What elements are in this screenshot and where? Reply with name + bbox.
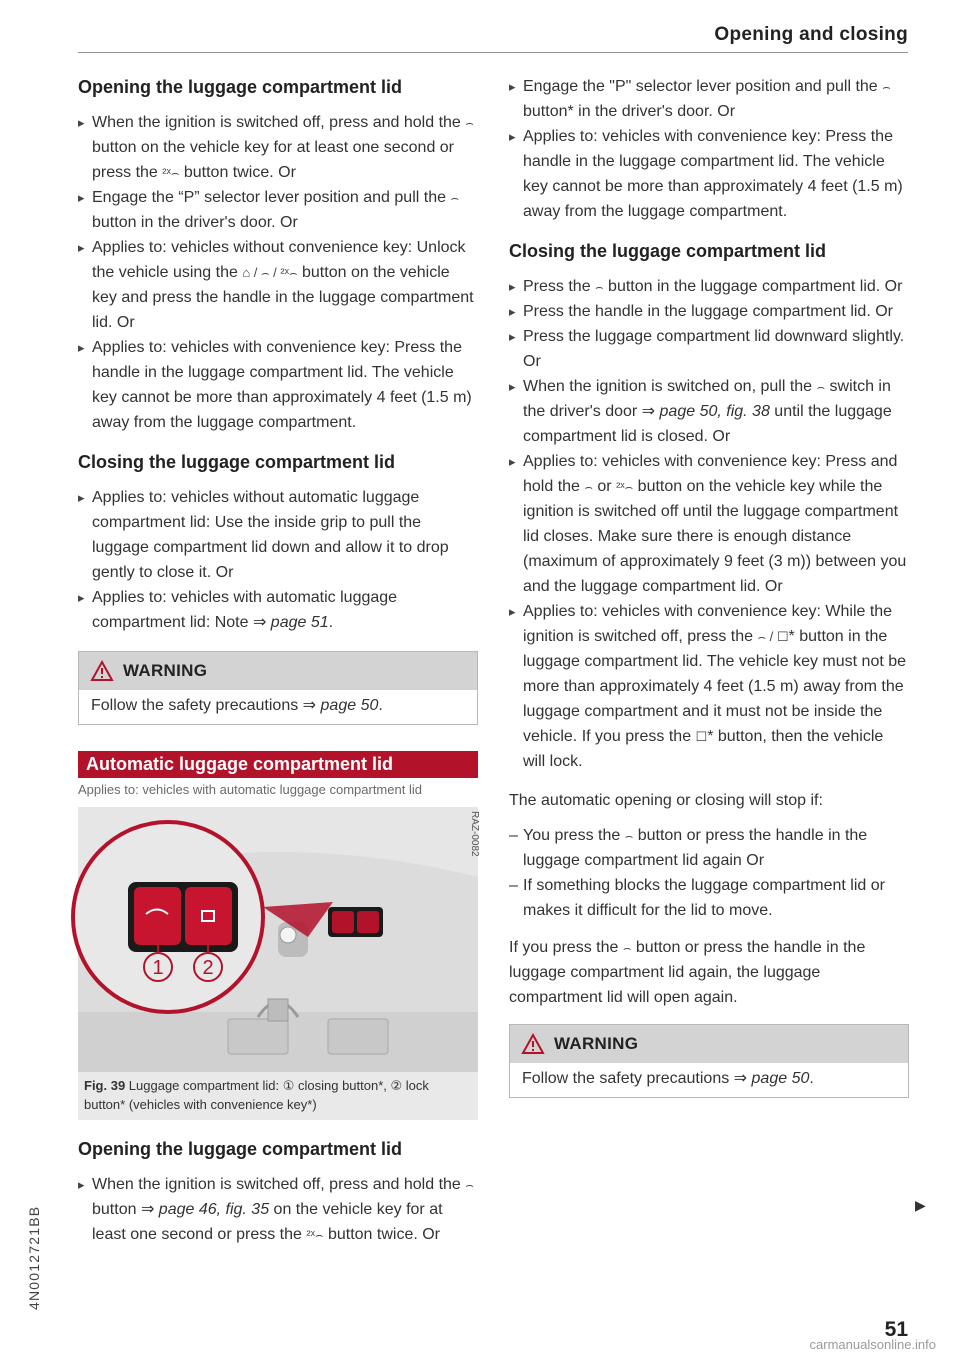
warning-box [509,1024,909,1098]
list-item: ▸ Press the ⌢ button in the luggage compartment lid. Or [509,274,909,299]
list-item: ▸ Applies to: vehicles with convenience key: While the ignition is switched off, press the ⌢ / ☐* button in the luggage compartment lid. The vehicle key must not be more than approximately 4 feet (1.5 m) away from the luggage compartment and it must not be inside the vehicle. If you press the ☐* button, then the vehicle will lock. [509,599,909,774]
warning-text: Follow the safety precautions ⇒ page 50. [522,1070,814,1087]
instruction-list [78,1172,478,1247]
reopen-paragraph: If you press the ⌢ button or press the handle in the luggage compartment lid again, the luggage compartment lid will open again. [509,935,909,1010]
figure-code: RAZ-0082 [469,811,480,857]
page-reference-link[interactable]: ⇒ page 50 [302,697,379,714]
list-item: ▸ When the ignition is switched off, press and hold the ⌢ button ⇒ page 46, fig. 35 on the vehicle key for at least one second or press the ²ˣ⌢ button twice. Or [78,1172,478,1247]
continue-arrow-icon: ▶ [915,1197,926,1213]
header-rule [78,52,908,53]
trunk-icon: ⌢ [450,190,459,205]
page-number: 51 [884,1318,908,1341]
instruction-list [509,74,909,224]
section-title: Closing the luggage compartment lid [509,241,827,261]
warning-title: WARNING [554,1034,639,1053]
trunk-lock-icons: ⌢ / ☐ [757,629,789,644]
trunk-icon: ⌢ [584,479,593,494]
right-column [509,74,909,1098]
list-item: ▸ Press the luggage compartment lid downward slightly. Or [509,324,909,374]
side-code: 4N0012721BB [26,1205,42,1310]
twice-trunk-icon: ²ˣ⌢ [306,1227,324,1242]
list-item: ▸ Applies to: vehicles without convenience key: Unlock the vehicle using the ⌂ / ⌢ / ²ˣ⌢ button on the vehicle key and press the handle in the luggage compartment lid. Or [78,235,478,335]
warning-icon [91,661,113,681]
chapter-banner: Automatic luggage compartment lid [78,751,478,778]
list-item: ▸ When the ignition is switched off, press and hold the ⌢ button on the vehicle key for at least one second or press the ²ˣ⌢ button twice. Or [78,110,478,185]
list-item: ▸ When the ignition is switched on, pull the ⌢ switch in the driver's door ⇒ page 50, fig. 38 until the luggage compartment lid is closed. Or [509,374,909,449]
trunk-icon: ⌢ [624,828,634,843]
warning-box [78,651,478,725]
twice-trunk-icon: ²ˣ⌢ [162,165,180,180]
section-title: Closing the luggage compartment lid [78,452,396,472]
stop-conditions-list [509,823,909,923]
instruction-list [509,274,909,774]
trunk-icon: ⌢ [816,379,826,394]
page-reference-link[interactable]: ⇒ page 50 [733,1070,810,1087]
warning-icon [522,1034,544,1054]
applies-note: Applies to: vehicles with automatic luggage compartment lid [78,782,422,797]
section-title: Opening the luggage compartment lid [78,77,403,97]
instruction-list [78,485,478,635]
instruction-list [78,110,478,435]
page-reference-link[interactable]: ⇒ page 50, fig. 38 [641,403,770,420]
section-title: Opening the luggage compartment lid [78,1139,403,1159]
twice-trunk-icon: ²ˣ⌢ [616,479,634,494]
left-column [78,74,478,1247]
page-header: Opening and closing [714,24,908,45]
watermark: carmanualsonline.info [809,1337,936,1352]
unlock-icons: ⌂ / ⌢ / ²ˣ⌢ [242,265,298,280]
figure-caption: Fig. 39 Luggage compartment lid: ① closing button*, ② lock button* (vehicles with convenience key*) [78,1072,478,1120]
warning-text: Follow the safety precautions ⇒ page 50. [91,697,383,714]
list-item: – If something blocks the luggage compartment lid or makes it difficult for the lid to move. [509,873,909,923]
trunk-icon: ⌢ [595,279,604,294]
list-item: ▸ Applies to: vehicles with convenience key: Press and hold the ⌢ or ²ˣ⌢ button on the vehicle key while the ignition is switched off until the luggage compartment lid closes. Make sure there is enough distance (maximum of approximately 9 feet (3 m)) between you and the luggage compartment lid. Or [509,449,909,599]
list-item: ▸ Applies to: vehicles with convenience key: Press the handle in the luggage compartment lid. The vehicle key cannot be more than approximately 4 feet (1.5 m) away from the luggage compartment. [78,335,478,435]
callout-2: 2 [202,957,214,979]
list-item: ▸ Applies to: vehicles with convenience key: Press the handle in the luggage compartment lid. The vehicle key cannot be more than approximately 4 feet (1.5 m) away from the luggage compartment. [509,124,909,224]
trunk-icon: ⌢ [622,940,632,955]
stop-intro: The automatic opening or closing will stop if: [509,792,823,809]
list-item: ▸ Press the handle in the luggage compartment lid. Or [509,299,909,324]
trunk-icon: ⌢ [465,1177,474,1192]
page-reference-link[interactable]: ⇒ page 46, fig. 35 [140,1201,270,1218]
list-item: ▸ Applies to: vehicles without automatic luggage compartment lid: Use the inside grip to pull the luggage compartment lid down and allow it to drop gently to close it. Or [78,485,478,585]
lock-icon: ☐ [695,729,708,744]
list-item: ▸ Applies to: vehicles with automatic luggage compartment lid: Note ⇒ page 51. [78,585,478,635]
page-reference-link[interactable]: ⇒ page 51 [252,614,329,631]
trunk-icon: ⌢ [882,79,891,94]
list-item: ▸ Engage the "P" selector lever position and pull the ⌢ button* in the driver's door. Or [509,74,909,124]
luggage-lid-illustration [78,807,478,1072]
warning-title: WARNING [123,661,208,680]
figure-image [78,807,478,1072]
list-item: ▸ Engage the “P” selector lever position and pull the ⌢ button in the driver's door. Or [78,185,478,235]
list-item: – You press the ⌢ button or press the handle in the luggage compartment lid again Or [509,823,909,873]
callout-1: 1 [152,957,164,979]
trunk-icon: ⌢ [465,115,474,130]
